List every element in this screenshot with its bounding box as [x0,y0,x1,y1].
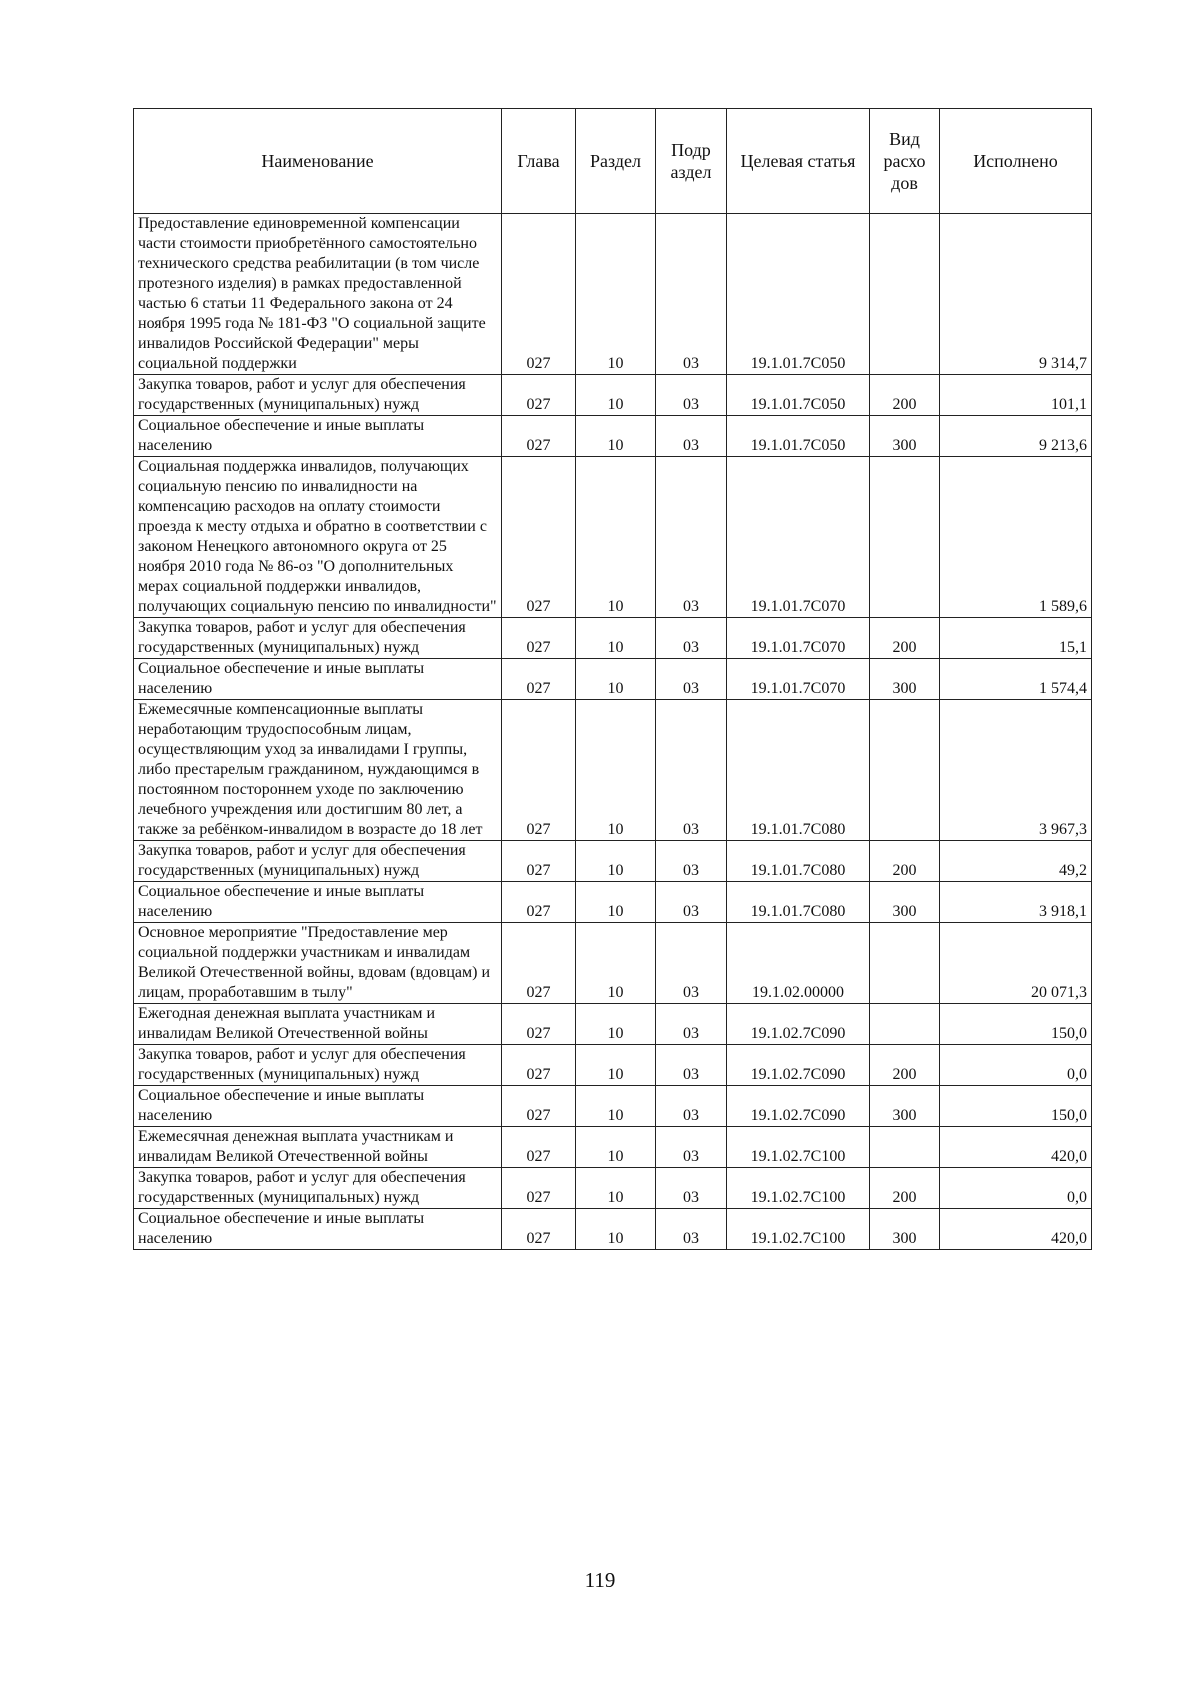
cell-ispolneno: 3 918,1 [940,882,1092,923]
cell-name: Социальное обеспечение и иные выплаты населению [134,1209,502,1250]
cell-ispolneno: 420,0 [940,1127,1092,1168]
cell-ispolneno: 420,0 [940,1209,1092,1250]
table-row [134,1168,1092,1209]
cell-ispolneno: 1 574,4 [940,659,1092,700]
cell-name: Закупка товаров, работ и услуг для обеспечения государственных (муниципальных) нужд [134,1168,502,1209]
cell-name: Закупка товаров, работ и услуг для обеспечения государственных (муниципальных) нужд [134,1045,502,1086]
cell-ispolneno: 101,1 [940,375,1092,416]
cell-razdel: 10 [576,214,656,375]
cell-glava: 027 [502,375,576,416]
cell-name: Социальная поддержка инвалидов, получающих социальную пенсию по инвалидности на компенсацию расходов на оплату стоимости проезда к месту отдыха и обратно в соответствии с законом Ненецкого автономного округа от 25 ноября 2010 года № 86-оз "О дополнительных мерах социальной поддержки инвалидов, получающих социальную пенсию по инвалидности" [134,457,502,618]
page-number: 119 [584,1568,616,1592]
cell-podrazdel: 03 [656,1004,727,1045]
cell-name: Социальное обеспечение и иные выплаты населению [134,659,502,700]
cell-podrazdel: 03 [656,375,727,416]
cell-statya: 19.1.02.7С100 [727,1209,870,1250]
cell-ispolneno: 1 589,6 [940,457,1092,618]
cell-vid: 200 [870,618,940,659]
cell-vid: 300 [870,659,940,700]
cell-podrazdel: 03 [656,416,727,457]
cell-statya: 19.1.02.00000 [727,923,870,1004]
cell-ispolneno: 49,2 [940,841,1092,882]
cell-name: Закупка товаров, работ и услуг для обеспечения государственных (муниципальных) нужд [134,618,502,659]
cell-razdel: 10 [576,700,656,841]
cell-vid: 300 [870,1086,940,1127]
cell-podrazdel: 03 [656,700,727,841]
cell-statya: 19.1.02.7С100 [727,1168,870,1209]
cell-razdel: 10 [576,416,656,457]
cell-ispolneno: 9 314,7 [940,214,1092,375]
cell-statya: 19.1.01.7С080 [727,882,870,923]
cell-name: Предоставление единовременной компенсации части стоимости приобретённого самостоятельно технического средства реабилитации (в том числе протезного изделия) в рамках предоставленной частью 6 статьи 11 Федерального закона от 24 ноября 1995 года № 181-ФЗ "О социальной защите инвалидов Российской Федерации" меры социальной поддержки [134,214,502,375]
cell-vid: 300 [870,416,940,457]
cell-podrazdel: 03 [656,1086,727,1127]
cell-vid [870,214,940,375]
cell-vid [870,923,940,1004]
cell-podrazdel: 03 [656,659,727,700]
cell-glava: 027 [502,700,576,841]
cell-razdel: 10 [576,457,656,618]
cell-glava: 027 [502,1004,576,1045]
cell-razdel: 10 [576,1086,656,1127]
cell-statya: 19.1.02.7С090 [727,1045,870,1086]
cell-glava: 027 [502,659,576,700]
cell-vid: 200 [870,1045,940,1086]
cell-vid [870,1127,940,1168]
cell-razdel: 10 [576,841,656,882]
table-row [134,841,1092,882]
cell-name: Закупка товаров, работ и услуг для обеспечения государственных (муниципальных) нужд [134,375,502,416]
cell-name: Закупка товаров, работ и услуг для обеспечения государственных (муниципальных) нужд [134,841,502,882]
cell-podrazdel: 03 [656,923,727,1004]
cell-razdel: 10 [576,618,656,659]
table-body [134,214,1092,1250]
cell-ispolneno: 20 071,3 [940,923,1092,1004]
table-row [134,1004,1092,1045]
table-row [134,618,1092,659]
cell-podrazdel: 03 [656,882,727,923]
cell-ispolneno: 150,0 [940,1004,1092,1045]
cell-name: Основное мероприятие "Предоставление мер социальной поддержки участникам и инвалидам Великой Отечественной войны, вдовам (вдовцам) и лицам, проработавшим в тылу" [134,923,502,1004]
cell-glava: 027 [502,1127,576,1168]
cell-podrazdel: 03 [656,1045,727,1086]
cell-vid: 300 [870,1209,940,1250]
cell-razdel: 10 [576,1168,656,1209]
cell-ispolneno: 3 967,3 [940,700,1092,841]
cell-vid [870,457,940,618]
cell-statya: 19.1.02.7С090 [727,1086,870,1127]
cell-razdel: 10 [576,375,656,416]
cell-name: Социальное обеспечение и иные выплаты населению [134,416,502,457]
cell-name: Ежемесячные компенсационные выплаты неработающим трудоспособным лицам, осуществляющим уход за инвалидами I группы, либо престарелым гражданином, нуждающимся в постоянном постороннем уходе по заключению лечебного учреждения или достигшим 80 лет, а также за ребёнком-инвалидом в возрасте до 18 лет [134,700,502,841]
header-name: Наименование [134,109,502,214]
cell-razdel: 10 [576,1209,656,1250]
cell-glava: 027 [502,1209,576,1250]
table-row [134,659,1092,700]
cell-ispolneno: 150,0 [940,1086,1092,1127]
table-row [134,416,1092,457]
cell-ispolneno: 0,0 [940,1045,1092,1086]
cell-glava: 027 [502,457,576,618]
cell-glava: 027 [502,923,576,1004]
cell-statya: 19.1.01.7С050 [727,375,870,416]
header-ispolneno: Исполнено [940,109,1092,214]
cell-vid [870,1004,940,1045]
cell-glava: 027 [502,1168,576,1209]
cell-podrazdel: 03 [656,1209,727,1250]
cell-podrazdel: 03 [656,841,727,882]
header-vid: Вид расхо дов [870,109,940,214]
cell-ispolneno: 0,0 [940,1168,1092,1209]
cell-podrazdel: 03 [656,1127,727,1168]
table-row [134,882,1092,923]
cell-vid: 200 [870,1168,940,1209]
cell-statya: 19.1.01.7С050 [727,416,870,457]
cell-podrazdel: 03 [656,457,727,618]
cell-glava: 027 [502,618,576,659]
table-header-row [134,109,1092,214]
cell-vid: 200 [870,841,940,882]
cell-glava: 027 [502,1086,576,1127]
cell-ispolneno: 15,1 [940,618,1092,659]
cell-razdel: 10 [576,882,656,923]
cell-statya: 19.1.01.7С050 [727,214,870,375]
cell-ispolneno: 9 213,6 [940,416,1092,457]
cell-podrazdel: 03 [656,618,727,659]
cell-statya: 19.1.01.7С070 [727,457,870,618]
cell-statya: 19.1.01.7С080 [727,700,870,841]
table-row [134,700,1092,841]
table-row [134,214,1092,375]
cell-glava: 027 [502,1045,576,1086]
cell-statya: 19.1.02.7С100 [727,1127,870,1168]
cell-vid: 200 [870,375,940,416]
cell-statya: 19.1.01.7С070 [727,659,870,700]
table-row [134,1045,1092,1086]
table-row [134,1086,1092,1127]
table-row [134,1209,1092,1250]
header-razdel: Раздел [576,109,656,214]
cell-name: Социальное обеспечение и иные выплаты населению [134,1086,502,1127]
cell-podrazdel: 03 [656,1168,727,1209]
cell-razdel: 10 [576,659,656,700]
cell-glava: 027 [502,882,576,923]
budget-table [133,108,1092,1250]
cell-name: Социальное обеспечение и иные выплаты населению [134,882,502,923]
header-podrazdel: Подр аздел [656,109,727,214]
table-row [134,923,1092,1004]
table-row [134,457,1092,618]
cell-statya: 19.1.01.7С070 [727,618,870,659]
cell-razdel: 10 [576,1004,656,1045]
cell-glava: 027 [502,416,576,457]
cell-name: Ежемесячная денежная выплата участникам и инвалидам Великой Отечественной войны [134,1127,502,1168]
cell-statya: 19.1.02.7С090 [727,1004,870,1045]
cell-podrazdel: 03 [656,214,727,375]
cell-razdel: 10 [576,923,656,1004]
header-statya: Целевая статья [727,109,870,214]
cell-statya: 19.1.01.7С080 [727,841,870,882]
table-row [134,375,1092,416]
table-row [134,1127,1092,1168]
cell-razdel: 10 [576,1127,656,1168]
header-glava: Глава [502,109,576,214]
cell-glava: 027 [502,841,576,882]
cell-vid: 300 [870,882,940,923]
cell-name: Ежегодная денежная выплата участникам и инвалидам Великой Отечественной войны [134,1004,502,1045]
cell-vid [870,700,940,841]
cell-glava: 027 [502,214,576,375]
cell-razdel: 10 [576,1045,656,1086]
